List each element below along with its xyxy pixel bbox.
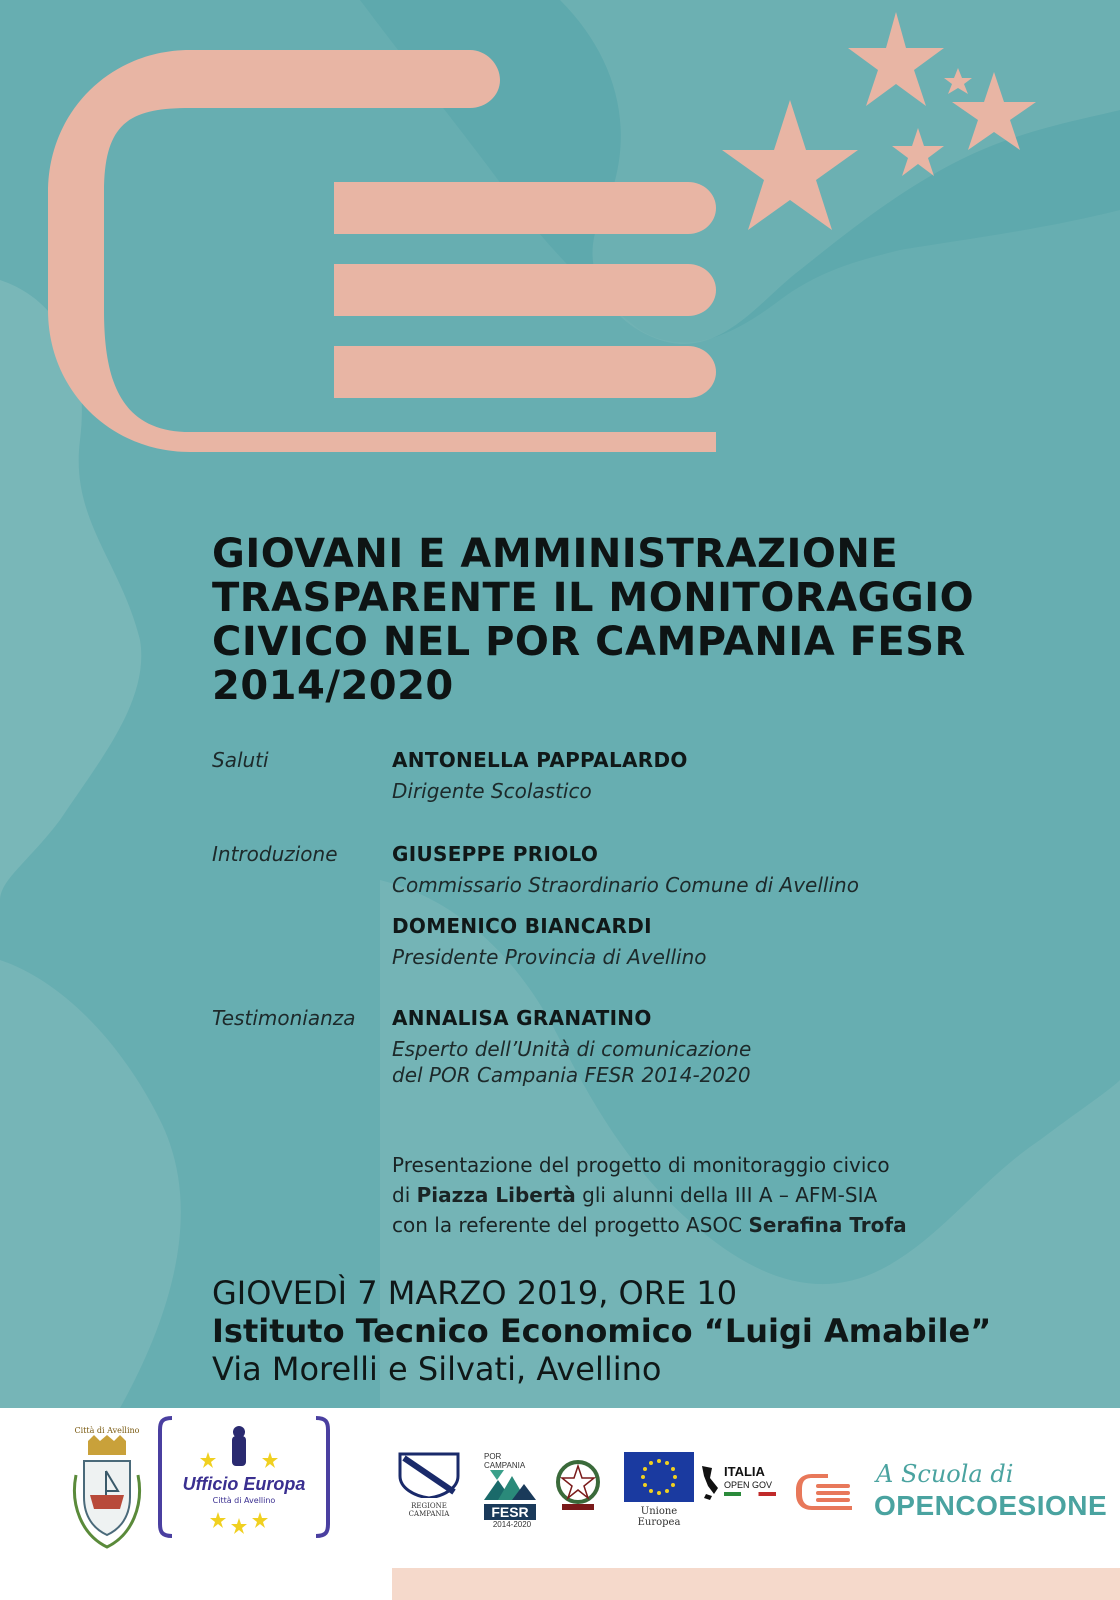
time-text: ORE 10 <box>608 1274 738 1312</box>
speaker-name: ANTONELLA PAPPALARDO <box>392 748 688 772</box>
logo-caption: OPEN GOV <box>724 1480 773 1490</box>
unione-europea-logo <box>624 1452 694 1528</box>
presentation-line: Presentazione del progetto di monitoraggio civico <box>392 1153 890 1177</box>
logo-caption: Città di Avellino <box>212 1496 276 1505</box>
presentation-text: di <box>392 1183 417 1207</box>
speaker-role: Presidente Provincia di Avellino <box>392 945 707 969</box>
speaker-name: GIUSEPPE PRIOLO <box>392 842 599 866</box>
italian-republic-emblem <box>554 1456 602 1512</box>
event-title: GIOVANI E AMMINISTRAZIONE TRASPARENTE IL MONITORAGGIO CIVICO NEL POR CAMPANIA FESR 2014/2020 <box>212 531 975 709</box>
eu-flag-icon <box>624 1452 694 1502</box>
presentation-line <box>392 1180 907 1210</box>
crest-icon <box>62 1435 152 1559</box>
italia-open-gov-logo <box>700 1464 780 1508</box>
regione-shield-icon <box>394 1452 464 1498</box>
speaker-role: Dirigente Scolastico <box>392 779 592 803</box>
opencoesione-logo-mark <box>0 0 1120 520</box>
avellino-crest-logo <box>62 1426 152 1566</box>
speaker-name: DOMENICO BIANCARDI <box>392 914 652 938</box>
por-fesr-logo <box>484 1452 540 1529</box>
presentation-text: gli alunni della III A – AFM-SIA <box>575 1183 878 1207</box>
logo-caption: A Scuola di <box>876 1460 1014 1488</box>
italy-map-icon <box>700 1464 722 1500</box>
presentation-text: con la referente del progetto ASOC <box>392 1213 749 1237</box>
logo-caption: POR CAMPANIA <box>484 1452 526 1470</box>
role-saluti: Saluti <box>212 748 269 772</box>
speaker-role: Esperto dell’Unità di comunicazione <box>392 1037 752 1061</box>
logo-caption: OPENCOESIONE <box>874 1490 1108 1521</box>
presentation-line <box>392 1210 907 1240</box>
speaker-role: del POR Campania FESR 2014-2020 <box>392 1063 751 1087</box>
logo-caption: ITALIA <box>724 1464 765 1479</box>
footer-accent-bar <box>392 1568 1120 1600</box>
asoc-mark-icon <box>794 1468 858 1516</box>
regione-campania-logo <box>394 1452 464 1518</box>
project-presentation <box>392 1150 907 1240</box>
event-date <box>212 1274 737 1312</box>
logo-caption: REGIONE CAMPANIA <box>408 1502 450 1518</box>
emblem-star-icon <box>554 1456 602 1512</box>
event-address: Via Morelli e Silvati, Avellino <box>212 1350 662 1388</box>
logo-caption: FESR <box>484 1504 536 1520</box>
flag-stripe <box>724 1492 776 1496</box>
por-triangles-icon <box>484 1470 536 1500</box>
logo-caption: Ufficio Europa <box>182 1474 306 1494</box>
speaker-role: Commissario Straordinario Comune di Avellino <box>392 873 859 897</box>
logo-caption: Città di Avellino <box>74 1426 140 1435</box>
speaker-name: ANNALISA GRANATINO <box>392 1006 652 1030</box>
asoc-logo <box>794 1460 1108 1524</box>
role-testimonianza: Testimonianza <box>212 1006 356 1030</box>
school-name: Piazza Libertà <box>416 1183 576 1207</box>
logo-caption: Unione Europea <box>637 1506 681 1528</box>
event-venue: Istituto Tecnico Economico “Luigi Amabile” <box>212 1312 992 1350</box>
role-introduzione: Introduzione <box>212 842 338 866</box>
ufficio-europa-logo <box>158 1416 330 1538</box>
date-text: GIOVEDÌ 7 MARZO 2019, <box>212 1274 609 1312</box>
logo-caption: 2014-2020 <box>492 1520 532 1529</box>
referent-name: Serafina Trofa <box>748 1213 907 1237</box>
